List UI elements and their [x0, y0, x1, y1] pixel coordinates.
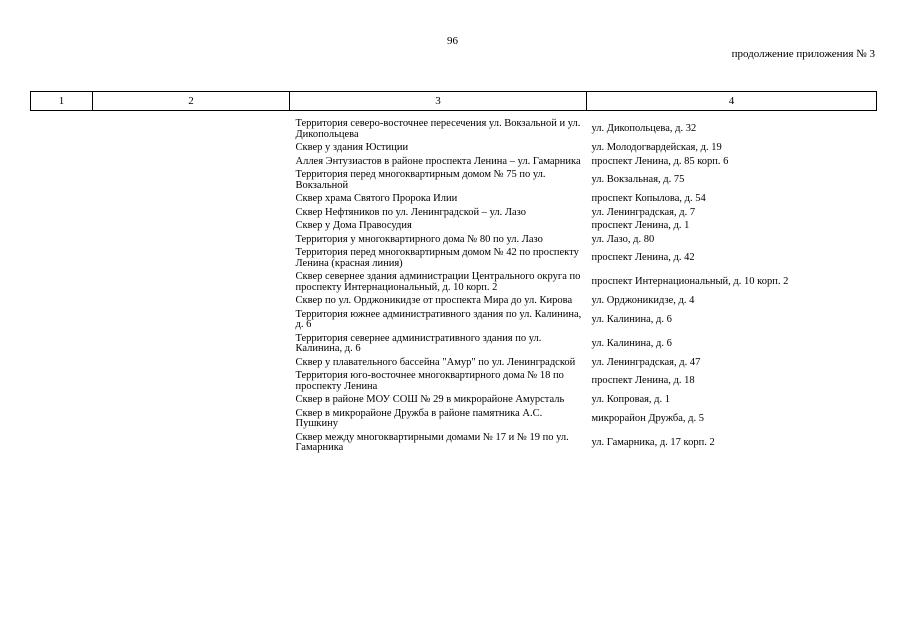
- row-category-cell: [93, 141, 290, 155]
- territory-name-cell: Территория у многоквартирного дома № 80 по ул. Лазо: [295, 233, 543, 245]
- territory-name-cell: Сквер Нефтяников по ул. Ленинградской – ул. Лазо: [295, 206, 527, 218]
- row-number-cell: [31, 168, 93, 192]
- address-cell: ул. Гамарника, д. 17 корп. 2: [591, 436, 715, 448]
- page-number: 96: [447, 35, 458, 47]
- table-row: [31, 369, 877, 393]
- row-category-cell: [93, 393, 290, 407]
- column-header-4: 4: [587, 92, 877, 111]
- table-row: [31, 308, 877, 332]
- table-header-row: [31, 92, 877, 111]
- table-row: [31, 141, 877, 155]
- row-number-cell: [31, 141, 93, 155]
- address-cell: проспект Ленина, д. 85 корп. 6: [591, 155, 729, 167]
- address-cell: ул. Дикопольцева, д. 32: [591, 123, 697, 135]
- column-header-1: 1: [31, 92, 93, 111]
- territory-name-cell: Территория севернее административного здания по ул. Калинина, д. 6: [295, 332, 542, 354]
- address-cell: проспект Ленина, д. 1: [591, 220, 690, 231]
- territory-name-cell: Аллея Энтузиастов в районе проспекта Ленина – ул. Гамарника: [295, 155, 581, 167]
- row-category-cell: [93, 206, 290, 220]
- row-number-cell: [31, 407, 93, 431]
- row-number-cell: [31, 206, 93, 220]
- row-category-cell: [93, 219, 290, 233]
- row-category-cell: [93, 308, 290, 332]
- row-number-cell: [31, 431, 93, 455]
- table-row: [31, 117, 877, 141]
- row-number-cell: [31, 369, 93, 393]
- table-row: [31, 270, 877, 294]
- table-row: [31, 168, 877, 192]
- address-cell: проспект Интернациональный, д. 10 корп. 2: [591, 276, 789, 288]
- column-header-2: 2: [93, 92, 290, 111]
- row-category-cell: [93, 332, 290, 356]
- territory-name-cell: Сквер в районе МОУ СОШ № 29 в микрорайоне Амурсталь: [295, 394, 565, 405]
- address-cell: ул. Ленинградская, д. 7: [591, 206, 696, 218]
- territory-name-cell: Сквер у здания Юстиции: [295, 142, 409, 153]
- row-category-cell: [93, 168, 290, 192]
- table-row: [31, 233, 877, 247]
- row-category-cell: [93, 117, 290, 141]
- territory-name-cell: Сквер между многоквартирными домами № 17 и № 19 по ул. Гамарника: [295, 431, 569, 453]
- row-category-cell: [93, 192, 290, 206]
- annex-table: [30, 91, 877, 455]
- row-category-cell: [93, 246, 290, 270]
- table-row: [31, 219, 877, 233]
- column-header-3: 3: [290, 92, 587, 111]
- territory-name-cell: Сквер у Дома Правосудия: [295, 220, 412, 231]
- row-number-cell: [31, 356, 93, 370]
- address-cell: ул. Лазо, д. 80: [591, 233, 655, 245]
- table-row: [31, 206, 877, 220]
- territory-name-cell: Сквер храма Святого Пророка Илии: [295, 193, 458, 204]
- territory-name-cell: Сквер севернее здания администрации Центрального округа по проспекту Интернациональный, д. 10 корп. 2: [295, 271, 581, 293]
- row-category-cell: [93, 270, 290, 294]
- row-category-cell: [93, 431, 290, 455]
- row-category-cell: [93, 294, 290, 308]
- address-cell: проспект Ленина, д. 42: [591, 252, 695, 264]
- row-category-cell: [93, 155, 290, 169]
- table-row: [31, 192, 877, 206]
- row-category-cell: [93, 407, 290, 431]
- row-number-cell: [31, 270, 93, 294]
- address-cell: проспект Ленина, д. 18: [591, 375, 695, 387]
- row-category-cell: [93, 356, 290, 370]
- address-cell: ул. Калинина, д. 6: [591, 313, 672, 325]
- row-number-cell: [31, 192, 93, 206]
- row-number-cell: [31, 332, 93, 356]
- table-row: [31, 246, 877, 270]
- row-number-cell: [31, 308, 93, 332]
- address-cell: ул. Орджоникидзе, д. 4: [591, 295, 695, 306]
- address-cell: ул. Ленинградская, д. 47: [591, 356, 701, 368]
- row-category-cell: [93, 233, 290, 247]
- annex-continuation-label: продолжение приложения № 3: [731, 48, 875, 60]
- table-row: [31, 431, 877, 455]
- territory-name-cell: Сквер в микрорайоне Дружба в районе памятника А.С. Пушкину: [295, 407, 543, 429]
- table-row: [31, 356, 877, 370]
- row-number-cell: [31, 393, 93, 407]
- address-cell: проспект Копылова, д. 54: [591, 193, 706, 204]
- address-cell: ул. Калинина, д. 6: [591, 337, 672, 349]
- territory-name-cell: Территория перед многоквартирным домом № 42 по проспекту Ленина (красная линия): [295, 247, 579, 269]
- address-cell: микрорайон Дружба, д. 5: [591, 412, 704, 424]
- table-row: [31, 155, 877, 169]
- territory-name-cell: Территория юго-восточнее многоквартирного дома № 18 по проспекту Ленина: [295, 370, 564, 392]
- row-number-cell: [31, 117, 93, 141]
- address-cell: ул. Молодогвардейская, д. 19: [591, 142, 722, 153]
- row-number-cell: [31, 219, 93, 233]
- territory-name-cell: Территория южнее административного здания по ул. Калинина, д. 6: [295, 308, 582, 330]
- address-cell: ул. Копровая, д. 1: [591, 394, 671, 405]
- table-row: [31, 407, 877, 431]
- row-number-cell: [31, 246, 93, 270]
- table-body: [31, 111, 877, 455]
- row-category-cell: [93, 369, 290, 393]
- territory-name-cell: Сквер у плавательного бассейна "Амур" по ул. Ленинградской: [295, 356, 576, 368]
- address-cell: ул. Вокзальная, д. 75: [591, 174, 685, 186]
- territory-name-cell: Территория северо-восточнее пересечения ул. Вокзальной и ул. Дикопольцева: [295, 118, 581, 140]
- row-number-cell: [31, 155, 93, 169]
- table-row: [31, 294, 877, 308]
- territory-name-cell: Сквер по ул. Орджоникидзе от проспекта Мира до ул. Кирова: [295, 295, 573, 306]
- row-number-cell: [31, 294, 93, 308]
- row-number-cell: [31, 233, 93, 247]
- territory-name-cell: Территория перед многоквартирным домом № 75 по ул. Вокзальной: [295, 169, 546, 191]
- table-row: [31, 393, 877, 407]
- table-row: [31, 332, 877, 356]
